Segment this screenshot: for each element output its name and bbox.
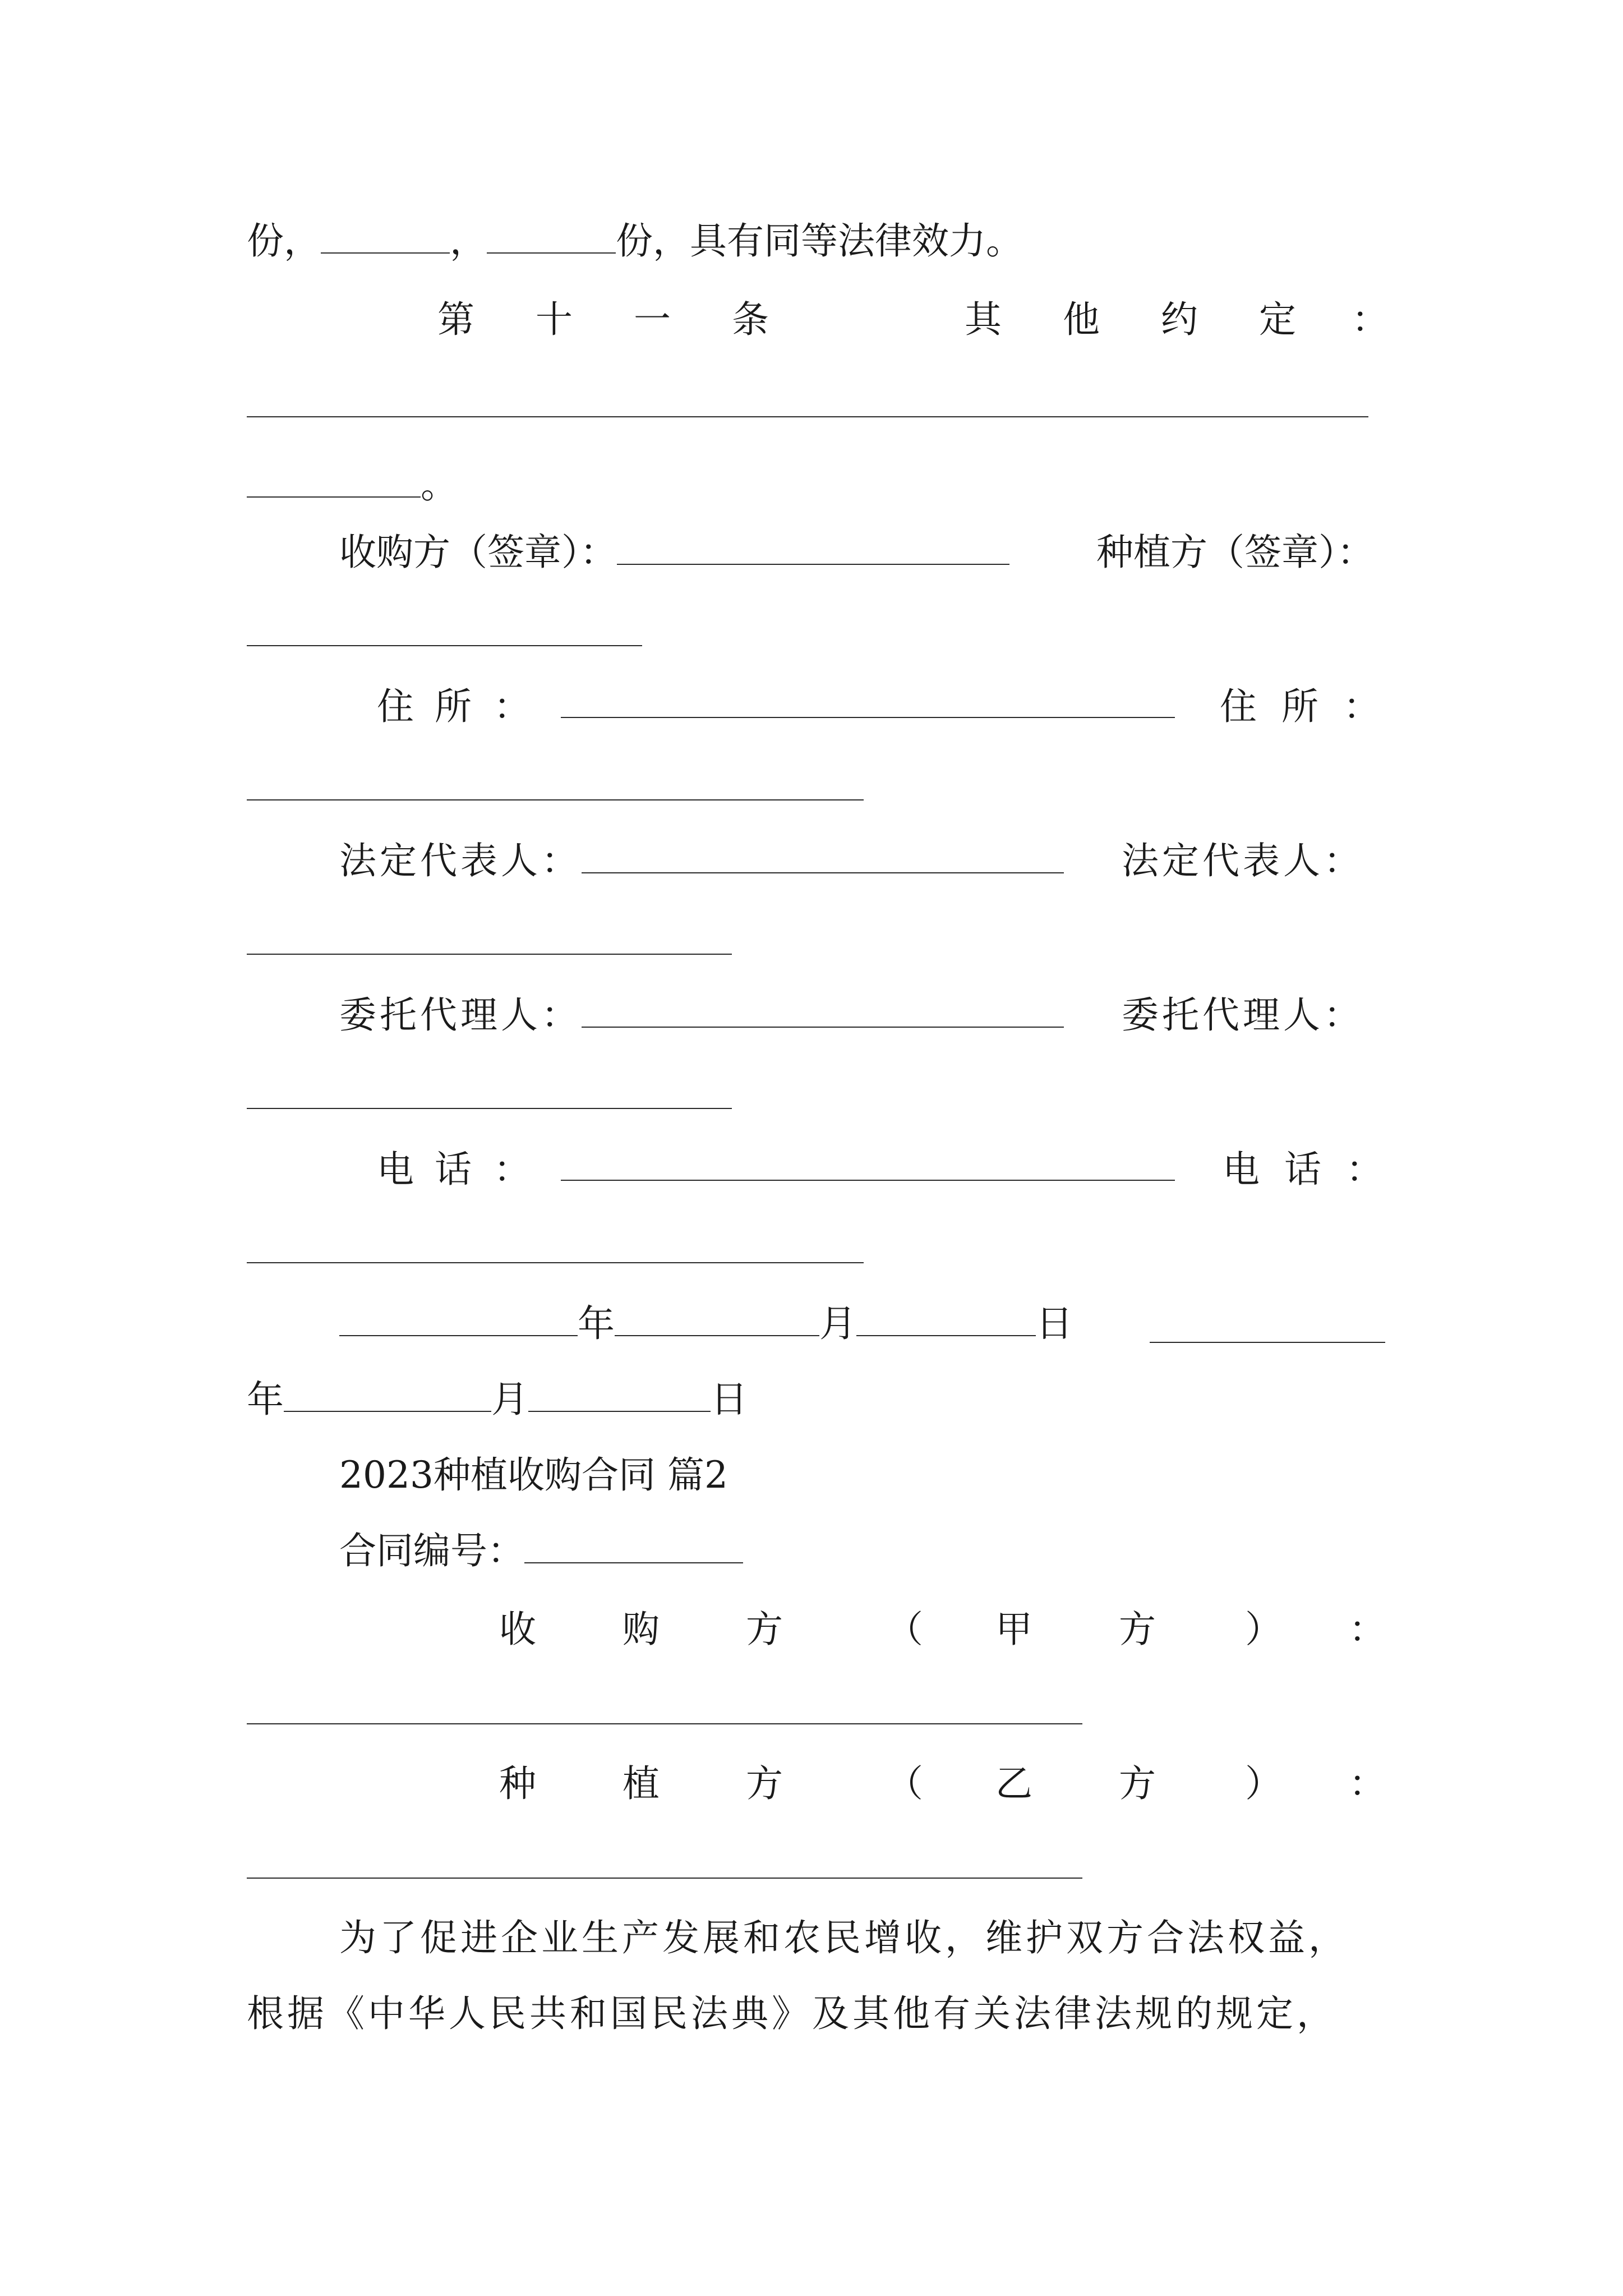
- contract-number-label: 合同编号：: [339, 1529, 524, 1572]
- party-a-char: （: [886, 1608, 923, 1651]
- grower-agent-blank: [247, 1108, 732, 1109]
- copies-line: [247, 219, 1023, 264]
- signature-line: [339, 530, 1009, 575]
- article-11-char: 十: [536, 298, 573, 341]
- buyer-day-blank: [856, 1303, 1036, 1336]
- party-b-char: 植: [623, 1762, 660, 1805]
- party-b-blank-line: [247, 1878, 1082, 1879]
- article-11-char: ：: [1352, 298, 1389, 341]
- phone-label-char: ：: [1346, 1148, 1383, 1191]
- contract-number-blank: [524, 1530, 743, 1563]
- buyer-year-blank: [339, 1303, 578, 1336]
- buyer-signature-blank: [617, 531, 1009, 565]
- legal-rep-row: [339, 839, 1064, 884]
- month-label: 月: [819, 1302, 856, 1345]
- buyer-legal-rep-label: 法定代表人：: [339, 839, 582, 882]
- party-b-char: ：: [1349, 1762, 1386, 1805]
- party-b-char: 种: [499, 1762, 536, 1805]
- article-11-char: 第: [437, 298, 474, 341]
- grower-legal-rep-blank: [247, 954, 732, 955]
- intro-paragraph-line-2: 根据《中华人民共和国民法典》及其他有关法律法规的规定，: [247, 1992, 1337, 2035]
- phone-label-char: 话: [435, 1148, 472, 1191]
- address-label-char: ：: [494, 685, 531, 728]
- copies-blank-2: [487, 220, 616, 254]
- party-b-char: （: [886, 1762, 923, 1805]
- party-b-char: 方: [746, 1762, 783, 1805]
- article-11-char: 其: [965, 298, 1002, 341]
- party-a-char: ）: [1245, 1608, 1282, 1651]
- article-11-char: 条: [732, 298, 769, 341]
- phone-label-char: ：: [494, 1148, 531, 1191]
- day-label: 日: [711, 1378, 748, 1421]
- copies-comma: ，: [450, 219, 487, 263]
- grower-year-blank-start: [1150, 1342, 1385, 1343]
- grower-agent-label: 委托代理人：: [1122, 993, 1364, 1037]
- article-11-blank-line: [247, 416, 1368, 417]
- party-a-char: 方: [746, 1608, 783, 1651]
- grower-signature-blank: [247, 645, 642, 646]
- address-label-char: 住: [1220, 685, 1257, 728]
- party-b-char: ）: [1245, 1762, 1282, 1805]
- phone-label-char: 话: [1284, 1148, 1321, 1191]
- buyer-month-blank: [615, 1303, 819, 1336]
- party-a-char: 方: [1119, 1608, 1156, 1651]
- party-a-char: ：: [1349, 1608, 1386, 1651]
- buyer-agent-blank: [582, 994, 1064, 1028]
- article-11-char: 一: [634, 298, 671, 341]
- grower-date-row: [247, 1377, 748, 1422]
- grower-signature-label: 种植方（签章）：: [1096, 531, 1374, 574]
- article-11-char: 定: [1259, 298, 1296, 341]
- phone-label-char: 电: [377, 1148, 414, 1191]
- day-label: 日: [1036, 1302, 1073, 1345]
- party-b-char: 乙: [995, 1762, 1032, 1805]
- address-label-char: ：: [1343, 685, 1380, 728]
- grower-day-blank: [528, 1378, 711, 1412]
- copies-blank-1: [321, 220, 450, 254]
- article-11-end-line: [247, 463, 458, 508]
- address-label-char: 所: [1281, 685, 1318, 728]
- contract-2-title: 2023种植收购合同 篇2: [339, 1453, 728, 1497]
- article-11-end-blank: [247, 464, 421, 498]
- party-a-char: 甲: [995, 1608, 1032, 1651]
- buyer-signature-label: 收购方（签章）：: [339, 531, 617, 574]
- buyer-date-row: [339, 1301, 1073, 1346]
- contract-number-row: [339, 1529, 743, 1573]
- buyer-agent-label: 委托代理人：: [339, 993, 582, 1037]
- article-11-end-period: 。: [421, 463, 458, 507]
- grower-legal-rep-label: 法定代表人：: [1122, 839, 1364, 882]
- intro-paragraph-line-1: 为了促进企业生产发展和农民增收，维护双方合法权益，: [339, 1916, 1349, 1959]
- party-b-char: 方: [1119, 1762, 1156, 1805]
- party-a-blank-line: [247, 1723, 1082, 1724]
- phone-label-char: 电: [1223, 1148, 1260, 1191]
- article-11-char: 约: [1161, 298, 1198, 341]
- buyer-address-blank: [561, 684, 1175, 718]
- grower-phone-blank: [247, 1262, 864, 1263]
- buyer-legal-rep-blank: [582, 840, 1064, 873]
- copies-suffix: 份，具有同等法律效力。: [616, 219, 1023, 263]
- grower-address-blank: [247, 799, 864, 800]
- address-label-char: 所: [435, 685, 472, 728]
- party-a-char: 购: [623, 1608, 660, 1651]
- year-label: 年: [578, 1302, 615, 1345]
- article-11-char: 他: [1063, 298, 1100, 341]
- address-label-char: 住: [377, 685, 414, 728]
- agent-row: [339, 993, 1064, 1038]
- month-label: 月: [491, 1378, 528, 1421]
- year-label: 年: [247, 1378, 284, 1421]
- grower-month-blank: [284, 1378, 491, 1412]
- copies-prefix: 份，: [247, 219, 321, 263]
- party-a-char: 收: [499, 1608, 536, 1651]
- buyer-phone-blank: [561, 1147, 1175, 1181]
